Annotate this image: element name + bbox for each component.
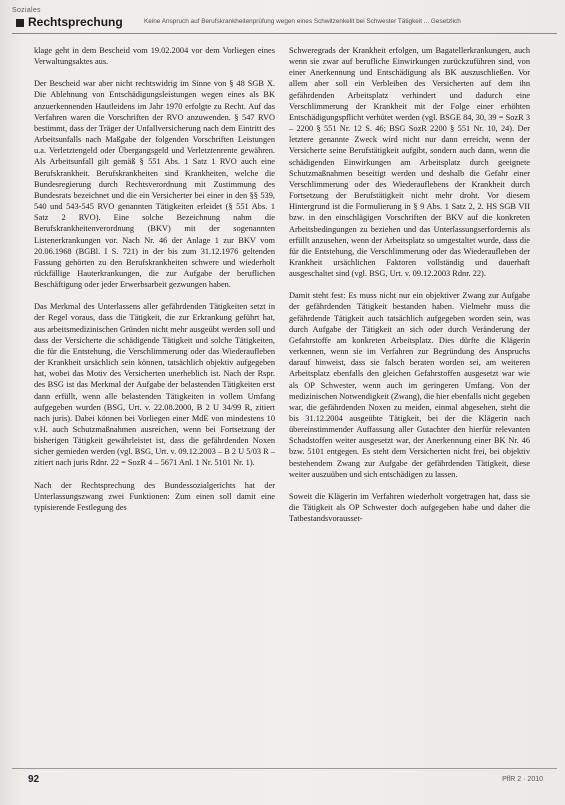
paragraph: Schweregrads der Krankheit erfolgen, um Bagatellerkrankungen, auch wenn sie zwar auf berufliche Einwirkungen zurückzuführen sind, von einer Anerkennung und Entschädigung als BK auszuschließen. Vor allem aber soll ein Verbleiben des Versicherten auf dem ihn gefährdenden Arbeitsplatz verhindert und dadurch eine Verschlimmerung der Krankheit mit der Folge einer erhöhten Entschädigungspflicht verhütet werden (vgl. BSGE 84, 30, 39 = SozR 3 – 2200 § 551 Nr. 12 S. 46; BSG SozR 2200 § 551 Nr. 10, 24). Der letztere genannte Zweck wird nicht nur dann erreicht, wenn der Versicherte seine Berufstätigkeit aufgibt, sondern auch dann, wenn die schädigenden Einwirkungen am Arbeitsplatz durch geeignete Schutzmaßnahmen beseitigt werden und deshalb die Gefahr einer Verschlimmerung oder des Wiederauflebens der Krankheit durch Fortsetzung der Berufstätigkeit nicht mehr droht. Vor diesem Hintergrund ist die Formulierung in § 9 Abs. 1 Satz 2, 2. HS SGB VII bzw. in den einschlägigen Vorschriften der BKV auf die konkreten Arbeitsbedingungen zu beziehen und das Unterlassungserfordernis als erfüllt anzusehen, wenn der Arbeitsplatz so umgestaltet wurde, dass die für die Entstehung, die Verschlimmerung oder das Wiederaufleben der Krankheit ursächlichen Faktoren vollständig und dauerhaft ausgeschaltet sind (vgl. BSG, Urt. v. 09.12.2003 Rdnr. 22). — [289, 46, 530, 279]
left-column — [34, 45, 275, 513]
header-title: Rechtsprechung — [28, 15, 123, 29]
header-subtitle: Keine Anspruch auf Berufskrankheitenprüfung wegen eines Schwitzenkelit bei Schwester Tätigkeit ... Gesetzlich — [144, 18, 461, 25]
header-marker — [16, 19, 24, 27]
journal-issue: PflR 2 · 2010 — [502, 776, 543, 783]
footer-rule — [12, 768, 557, 769]
section-label: Soziales — [12, 7, 41, 14]
header-rule — [12, 33, 557, 34]
paragraph: Der Bescheid war aber nicht rechtswidrig im Sinne von § 48 SGB X. Die Ablehnung von Entschädigungsleistungen wegen eines als BK anzuerkennenden Hautleidens im Jahr 1970 erfolgte zu Recht. Auf das Verfahren waren die Vorschriften der RVO anzuwenden. § 547 RVO bestimmt, dass der Träger der Unfallversicherung nach dem Eintritt des Arbeitsunfalls nach Maßgabe der folgenden Vorschriften Leistungen u.a. Verletztengeld oder Übergangsgeld und Verletztenrente gewähren. Als Arbeitsunfall gilt gemäß § 551 Abs. 1 Satz 1 RVO auch eine Berufskrankheit. Berufskrankheiten sind Krankheiten, welche die Bundesregierung durch Rechtsverordnung mit Zustimmung des Bundesrats bezeichnet und die ein Versicherter bei einer in den §§ 539, 540 und 543-545 RVO genannten Tätigkeiten erleidet (§ 551 Abs. 1 Satz 2 RVO). Eine solche Bezeichnung nahm die Berufskrankheitenverordnung (BKV) mit der sogenannten Listenerkrankungen vor. Nach Nr. 46 der Anlage 1 zur BKV vom 20.06.1968 (BGBl. I S. 721) in der bis zum 31.12.1976 geltenden Fassung gehörten zu den Berufskrankheiten schwere und wiederholt rückfällige Hauterkrankungen, die zur Aufgabe der beruflichen Beschäftigung oder jeder Erwerbsarbeit gezwungen haben. — [34, 79, 275, 290]
paragraph: Nach der Rechtsprechung des Bundessozialgerichts hat der Unterlassungszwang zwei Funktionen: Zum einen soll damit eine typisierende Festlegung des — [34, 480, 275, 512]
paragraph: Damit steht fest: Es muss nicht nur ein objektiver Zwang zur Aufgabe der gefährdenden Tätigkeit bestanden haben. Vielmehr muss die gefährdende Tätigkeit auch tatsächlich aufgegeben worden sein, was durch Aufgabe der Tätigkeit an sich oder durch Veränderung der Gefahrstoffe am konkreten Arbeitsplatz. Dies dürfte die Klägerin verkennen, wenn sie im Verfahren zur Begründung des Anspruchs darauf hinweist, dass sie falsch beraten worden sei, am weiteren Arbeitsplatz ebenfalls den gleichen Gefahrstoffen ausgesetzt war wie als OP Schwester, wenn auch im geringeren Umfang. Von der medizinischen Notwendigkeit (Zwang), die hier ebenfalls nicht gegeben war, die gefährdenden Noxen zu meiden, einmal abgesehen, steht die bis 31.12.2004 ausgeübte Tätigkeit, bei der die Klägerin nach übereinstimmender Auffassung aller Gutachter den hierfür relevanten Schadstoffen weiter ausgesetzt war, der Anerkennung einer BK Nr. 46 bzw. 5101 entgegen. Es steht dem Versicherten nicht frei, bei objektiv bestehendem Zwang zur Aufgabe der gefährdenden Tätigkeit, diese weiter auszuüben und sich entschädigen zu lassen. — [289, 291, 530, 479]
paragraph: klage geht in dem Bescheid vom 19.02.2004 vor dem Vorliegen eines Verwaltungsaktes aus. — [34, 46, 275, 67]
paragraph: Das Merkmal des Unterlassens aller gefährdenden Tätigkeiten setzt in der Regel voraus, dass die Tätigkeit, die zur Erkrankung geführt hat, aus arbeitsmedizinischen Gründen nicht mehr ausgeübt werden soll und dass der Versicherte die schädigende Tätigkeit und solche Tätigkeiten, die für die Entstehung, die Verschlimmerung oder das Wiederaufleben der Krankheit ursächlich sein können, tatsächlich objektiv aufgegeben hat, wobei das Motiv des Versicherten unerheblich ist. Nach der Rspr. des BSG ist das Merkmal der Aufgabe der belastenden Tätigkeiten erst dann erfüllt, wenn alle belastenden Tätigkeiten in vollem Umfang aufgegeben wurden (BSG, Urt. v. 22.08.2000, B 2 U 34/99 R, zitiert nach juris). Dabei können bei Vorliegen einer MdE von mindestens 10 v.H. auch Schutzmaßnahmen ausreichen, wenn bei Fortsetzung der bisherigen Tätigkeit gewährleistet ist, dass die gefährdenden Noxen sicher gemieden werden (vgl. BSG, Urt. v. 09.12.2003 – B 2 U 5/03 R – zitiert nach juris Rdnr. 22 = SozR 4 – 5671 Anl. 1 Nr. 5101 Nr. 1). — [34, 302, 275, 468]
right-column — [289, 45, 530, 524]
paragraph: Soweit die Klägerin im Verfahren wiederholt vorgetragen hat, dass sie die Tätigkeit als OP Schwester doch aufgegeben habe und daher die Tatbestandsvorausset- — [289, 491, 530, 524]
page-number: 92 — [28, 774, 40, 785]
